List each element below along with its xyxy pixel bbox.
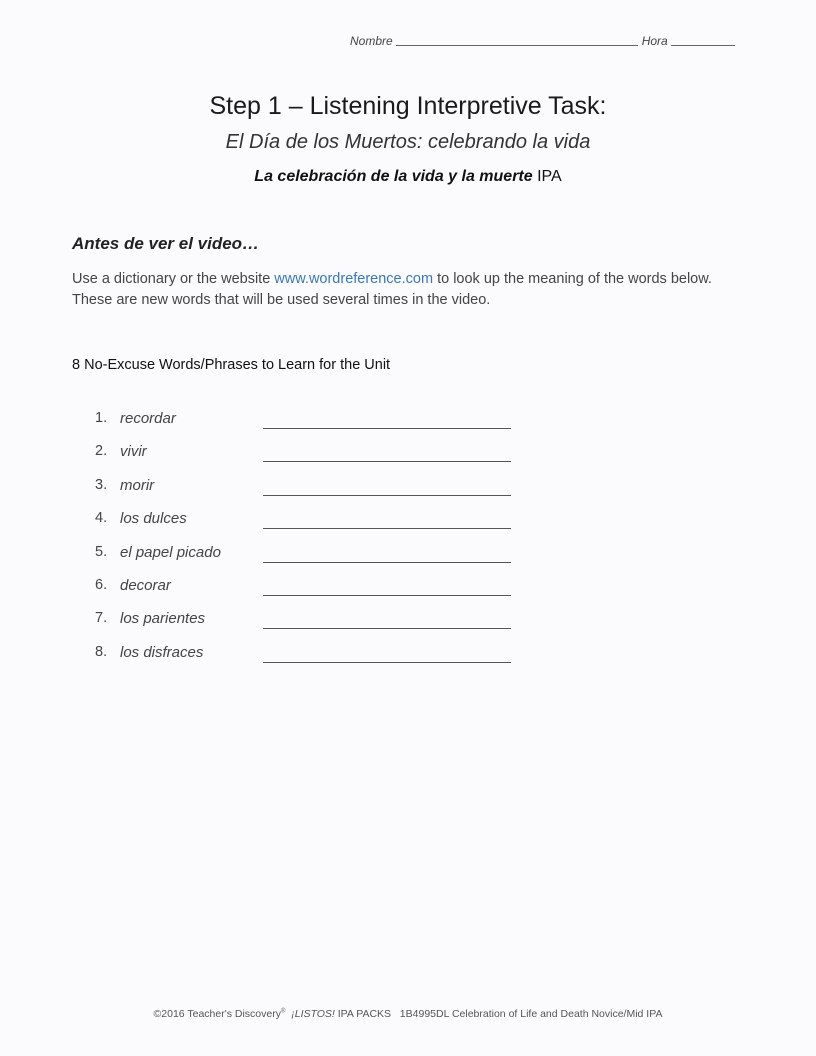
hora-label: Hora — [641, 34, 668, 48]
intro-text-before: Use a dictionary or the website — [72, 271, 275, 287]
list-item — [95, 510, 515, 543]
item-word: los dulces — [120, 510, 187, 528]
intro-paragraph — [72, 269, 732, 311]
page-subtitle: El Día de los Muertos: celebrando la vida — [225, 131, 591, 153]
footer-rest: IPA PACKS 1B4995DL Celebration of Life and Death Novice/Mid IPA — [334, 1008, 663, 1020]
footer-registered-mark: ® — [280, 1008, 286, 1015]
item-number: 3. — [95, 476, 108, 493]
answer-blank[interactable] — [263, 644, 511, 663]
item-word: vivir — [120, 443, 147, 461]
item-word: morir — [120, 476, 155, 494]
ipa-title-suffix: IPA — [532, 168, 562, 185]
item-word: recordar — [120, 410, 176, 427]
nombre-blank[interactable] — [396, 33, 638, 46]
item-word: los disfraces — [120, 643, 204, 661]
item-word: los parientes — [120, 610, 206, 628]
wordreference-link[interactable]: www.wordreference.com — [274, 271, 434, 287]
item-word: el papel picado — [120, 543, 221, 561]
answer-blank[interactable] — [263, 410, 511, 429]
item-number: 6. — [95, 576, 108, 593]
item-number: 7. — [95, 610, 108, 627]
ipa-title-emphasis: La celebración de la vida y la muerte — [254, 168, 533, 185]
intro-text-after: to look up the meaning of the words below. These are new words that will be used several times in the video. — [72, 271, 712, 308]
list-item — [95, 443, 515, 476]
list-item — [95, 610, 515, 643]
list-item — [95, 410, 515, 443]
list-item — [95, 644, 515, 677]
item-number: 4. — [95, 510, 108, 527]
footer-brand: ¡LISTOS! — [291, 1008, 335, 1020]
list-item — [95, 477, 515, 510]
ipa-title — [0, 168, 816, 186]
item-number: 2. — [95, 443, 108, 460]
answer-blank[interactable] — [263, 544, 511, 563]
page-title: Step 1 – Listening Interpretive Task: — [209, 92, 607, 120]
section-heading: Antes de ver el video… — [72, 234, 260, 253]
item-number: 8. — [95, 643, 108, 660]
item-number: 5. — [95, 543, 108, 560]
word-list-heading: 8 No-Excuse Words/Phrases to Learn for the Unit — [72, 357, 391, 373]
list-item — [95, 544, 515, 577]
answer-blank[interactable] — [263, 443, 511, 462]
answer-blank[interactable] — [263, 577, 511, 596]
page-footer — [0, 1008, 816, 1020]
word-list — [95, 410, 515, 677]
answer-blank[interactable] — [263, 477, 511, 496]
answer-blank[interactable] — [263, 610, 511, 629]
nombre-label: Nombre — [350, 34, 393, 48]
footer-copyright: ©2016 Teacher's Discovery — [153, 1008, 281, 1020]
list-item — [95, 577, 515, 610]
name-hora-header — [350, 33, 745, 48]
item-word: decorar — [120, 576, 171, 594]
item-number: 1. — [95, 410, 108, 426]
answer-blank[interactable] — [263, 510, 511, 529]
hora-blank[interactable] — [671, 33, 735, 46]
